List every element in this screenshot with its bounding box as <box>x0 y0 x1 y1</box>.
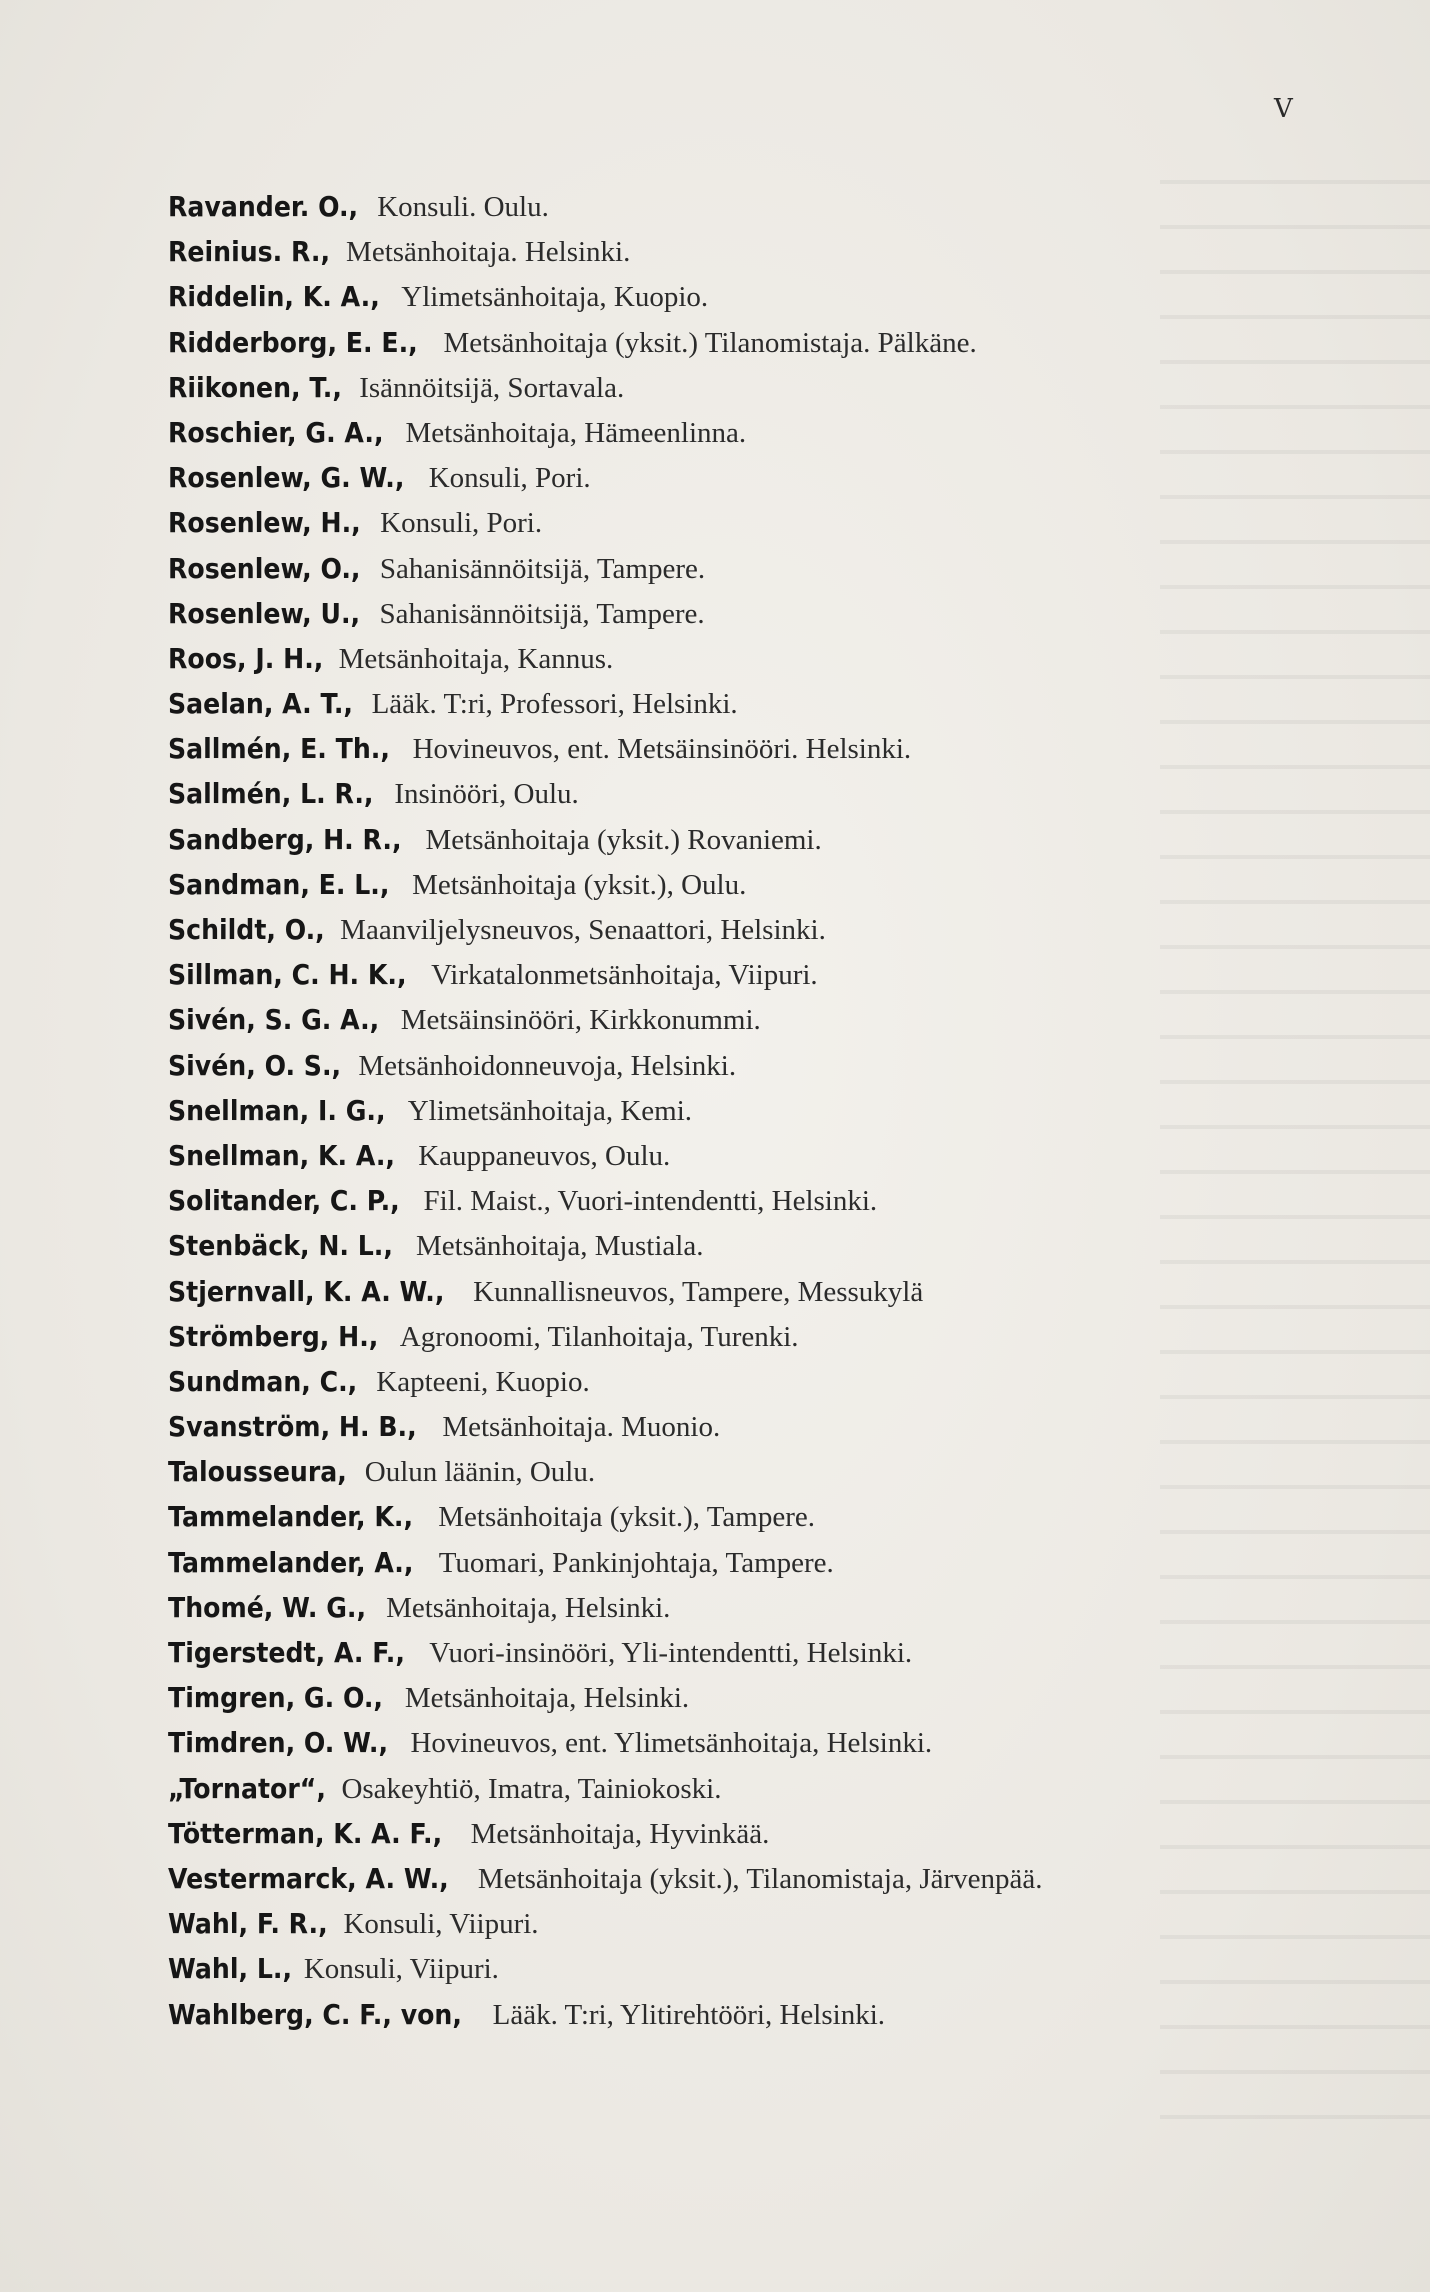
list-item <box>168 365 1318 410</box>
member-details: Konsuli. Oulu. <box>377 191 549 223</box>
member-details: Lääk. T:ri, Ylitirehtööri, Helsinki. <box>492 1998 886 2031</box>
member-details: Ylimetsänhoitaja, Kuopio. <box>401 281 709 314</box>
list-item <box>168 184 1318 229</box>
member-details: Metsänhoitaja (yksit.), Tampere. <box>438 1501 815 1534</box>
list-item <box>168 952 1318 997</box>
member-name: Vestermarck, A. W., <box>168 1861 449 1895</box>
list-item <box>168 817 1318 862</box>
member-name: Reinius. R., <box>168 235 331 269</box>
list-item <box>168 1585 1318 1630</box>
member-details: Oulun läänin, Oulu. <box>364 1456 596 1489</box>
member-name: Sillman, C. H. K., <box>168 958 407 992</box>
member-details: Metsänhoitaja. Helsinki. <box>346 236 631 269</box>
member-details: Metsänhoitaja, Helsinki. <box>386 1591 671 1624</box>
member-name: Ridderborg, E. E., <box>168 325 418 359</box>
member-details: Tuomari, Pankinjohtaja, Tampere. <box>438 1546 834 1579</box>
member-name: Roos, J. H., <box>168 641 324 675</box>
member-details: Metsänhoitaja, Helsinki. <box>404 1682 690 1715</box>
member-details: Ylimetsänhoitaja, Kemi. <box>407 1094 693 1127</box>
list-item <box>168 546 1318 591</box>
member-name: Snellman, K. A., <box>168 1138 395 1172</box>
member-name: Sandberg, H. R., <box>168 822 402 856</box>
member-name: Sandman, E. L., <box>168 867 390 901</box>
member-details: Metsänhoitaja, Mustiala. <box>415 1230 704 1263</box>
member-name: Rosenlew, U., <box>168 596 361 630</box>
member-name: Talousseura, <box>168 1455 347 1489</box>
member-name: Tammelander, K., <box>168 1500 414 1534</box>
list-item <box>168 320 1318 365</box>
member-details: Kapteeni, Kuopio. <box>376 1365 590 1398</box>
member-details: Hovineuvos, ent. Ylimetsänhoitaja, Helsinki. <box>410 1727 933 1760</box>
member-details: Konsuli, Pori. <box>380 507 543 540</box>
member-details: Agronoomi, Tilanhoitaja, Turenki. <box>399 1320 799 1353</box>
list-item <box>168 726 1318 771</box>
member-name: Snellman, I. G., <box>168 1093 386 1127</box>
member-name: Schildt, O., <box>168 913 325 946</box>
member-details: Metsänhoitaja, Hyvinkää. <box>470 1817 770 1850</box>
member-details: Fil. Maist., Vuori-intendentti, Helsinki. <box>423 1185 878 1218</box>
member-name: Sallmén, E. Th., <box>168 732 390 766</box>
member-name: Roschier, G. A., <box>168 415 384 449</box>
member-details: Metsänhoitaja (yksit.) Rovaniemi. <box>425 823 822 856</box>
member-name: Tötterman, K. A. F., <box>168 1816 443 1850</box>
list-item <box>168 1494 1318 1539</box>
list-item <box>168 1630 1318 1675</box>
member-name: Solitander, C. P., <box>168 1184 400 1218</box>
list-item <box>168 1088 1318 1133</box>
member-name: Thomé, W. G., <box>168 1590 367 1624</box>
list-item <box>168 1449 1318 1494</box>
member-name: Stjernvall, K. A. W., <box>168 1274 445 1308</box>
member-details: Sahanisännöitsijä, Tampere. <box>379 597 705 630</box>
list-item <box>168 907 1318 952</box>
list-item <box>168 1404 1318 1449</box>
list-item <box>168 1178 1318 1223</box>
list-item <box>168 636 1318 681</box>
member-details: Metsäinsinööri, Kirkkonummi. <box>400 1004 761 1037</box>
member-name: „Tornator“, <box>168 1771 326 1805</box>
list-item <box>168 1269 1318 1314</box>
list-item <box>168 1856 1318 1901</box>
list-item <box>168 1766 1318 1811</box>
member-name: Stenbäck, N. L., <box>168 1229 393 1263</box>
member-name: Wahl, F. R., <box>168 1907 328 1941</box>
member-details: Metsänhoitaja (yksit.), Tilanomistaja, Järvenpää. <box>477 1862 1043 1895</box>
member-name: Tammelander, A., <box>168 1545 414 1579</box>
member-list <box>168 184 1318 2037</box>
member-name: Rosenlew, O., <box>168 551 361 585</box>
list-item <box>168 274 1318 319</box>
member-details: Konsuli, Viipuri. <box>303 1953 499 1986</box>
list-item <box>168 1675 1318 1720</box>
member-name: Wahl, L., <box>168 1952 293 1986</box>
member-name: Sundman, C., <box>168 1364 358 1398</box>
member-details: Metsänhoitaja (yksit.), Oulu. <box>412 868 747 901</box>
list-item <box>168 410 1318 455</box>
member-details: Kauppaneuvos, Oulu. <box>418 1139 671 1172</box>
member-details: Konsuli, Viipuri. <box>343 1908 539 1941</box>
member-details: Metsänhoitaja (yksit.) Tilanomistaja. Pälkäne. <box>443 326 977 359</box>
member-name: Sallmén, L. R., <box>168 777 374 811</box>
list-item <box>168 1901 1318 1946</box>
member-details: Osakeyhtiö, Imatra, Tainiokoski. <box>341 1772 722 1805</box>
member-name: Rosenlew, G. W., <box>168 461 405 495</box>
list-item <box>168 229 1318 274</box>
member-name: Timgren, G. O., <box>168 1681 383 1715</box>
member-name: Sivén, O. S., <box>168 1048 342 1082</box>
member-name: Timdren, O. W., <box>168 1726 389 1760</box>
member-details: Metsänhoitaja. Muonio. <box>442 1411 721 1444</box>
member-details: Metsänhoitaja, Hämeenlinna. <box>405 416 747 449</box>
member-details: Insinööri, Oulu. <box>394 778 579 811</box>
list-item <box>168 771 1318 816</box>
list-item <box>168 862 1318 907</box>
member-name: Strömberg, H., <box>168 1319 379 1353</box>
member-details: Isännöitsijä, Sortavala. <box>359 371 625 404</box>
member-name: Rosenlew, H., <box>168 506 361 540</box>
list-item <box>168 1223 1318 1268</box>
member-details: Sahanisännöitsijä, Tampere. <box>379 552 706 585</box>
list-item <box>168 1359 1318 1404</box>
list-item <box>168 1314 1318 1359</box>
member-details: Konsuli, Pori. <box>428 462 591 495</box>
member-details: Virkatalonmetsänhoitaja, Viipuri. <box>431 959 818 992</box>
list-item <box>168 591 1318 636</box>
list-item <box>168 455 1318 500</box>
member-details: Metsänhoitaja, Kannus. <box>338 642 614 675</box>
member-name: Svanström, H. B., <box>168 1410 417 1444</box>
list-item <box>168 1992 1318 2037</box>
list-item <box>168 1540 1318 1585</box>
member-name: Wahlberg, C. F., von, <box>168 1997 462 2031</box>
member-details: Lääk. T:ri, Professori, Helsinki. <box>371 688 738 721</box>
list-item <box>168 500 1318 545</box>
member-details: Metsänhoidonneuvoja, Helsinki. <box>358 1049 737 1082</box>
member-name: Riikonen, T., <box>168 370 342 404</box>
list-item <box>168 1811 1318 1856</box>
member-details: Maanviljelysneuvos, Senaattori, Helsinki. <box>340 914 826 946</box>
list-item <box>168 681 1318 726</box>
list-item <box>168 1043 1318 1088</box>
member-name: Ravander. O., <box>168 190 359 223</box>
member-name: Riddelin, K. A., <box>168 280 380 314</box>
member-name: Saelan, A. T., <box>168 687 354 721</box>
list-item <box>168 997 1318 1042</box>
member-details: Kunnallisneuvos, Tampere, Messukylä <box>473 1275 924 1308</box>
member-details: Vuori-insinööri, Yli-intendentti, Helsinki. <box>429 1637 913 1669</box>
member-name: Sivén, S. G. A., <box>168 1003 380 1037</box>
member-name: Tigerstedt, A. F., <box>168 1636 405 1669</box>
list-item <box>168 1720 1318 1765</box>
page-number: V <box>1274 94 1293 124</box>
list-item <box>168 1133 1318 1178</box>
member-details: Hovineuvos, ent. Metsäinsinööri. Helsinki. <box>412 733 912 766</box>
list-item <box>168 1946 1318 1991</box>
